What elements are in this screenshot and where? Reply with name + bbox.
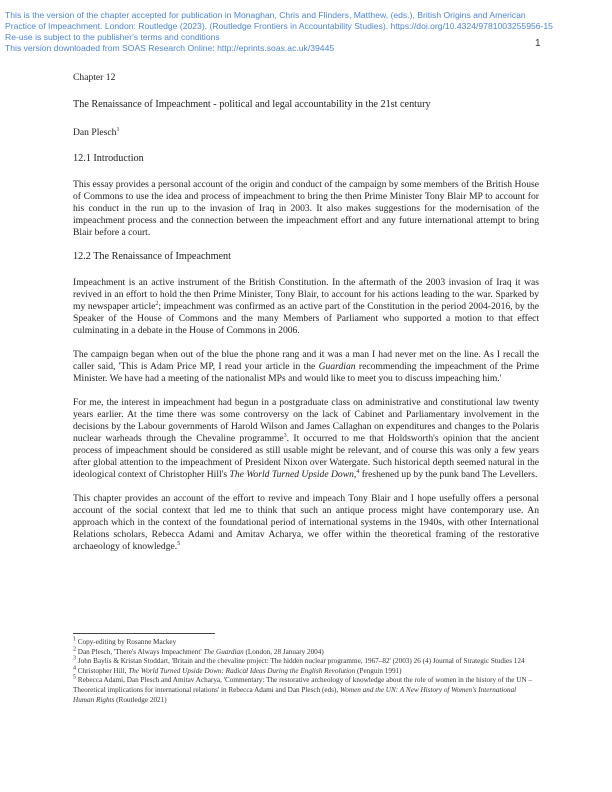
footnote-ref[interactable]: 1 (116, 126, 120, 133)
footnote-italic: Women and the UN: A New History of Women's International Human Rights (73, 685, 517, 704)
repository-notice-line: Practice of Impeachment. London: Routledge (2023). (Routledge Frontiers in Accountability Studies). https://doi.org/10.4324/9781003255956-15 (5, 21, 553, 31)
footnote (73, 657, 539, 667)
repository-notice-line: This is the version of the chapter accepted for publication in Monaghan, Chris and Flinders, Matthew, (eds.), British Origins and American (5, 10, 526, 20)
footnote-text: Rebecca Adami, Dan Plesch and Amitav Acharya, 'Commentary: The restorative archeology of knowledge about the role of women in the history of the UN – Theoretical implications for international relations' in Rebecca Adami and Dan Plesch (eds), (73, 676, 533, 694)
paragraph-text: Impeachment is an active instrument of the British Constitution. In the aftermath of the 2003 invasion of Iraq it was revived in an effort to hold the then Prime Minister, Tony Blair, to account for his actions leading to the war. Sparked by my newspaper article (73, 277, 539, 312)
paragraph-text: For me, the interest in impeachment had begun in a postgraduate class on administrative and constitutional law twenty years earlier. At the time there was some controversy on the lack of Cabinet and Parliamentary involvement in the decisions by the Labour governments of Harold Wilson and James Callaghan on expenditures and changes to the Polaris nuclear warheads through the Chevaline programme (73, 397, 539, 444)
footnote-italic: The World Turned Upside Down: Radical Ideas During the English Revolution (128, 666, 356, 675)
footnote-ref[interactable]: 4 (356, 468, 360, 475)
footnote-text: John Baylis & Kristan Stoddart, 'Britain and the chevaline project: The hidden nuclear programme, 1967–82' (2003) 26 (4) Journal of Strategic Studies 124 (76, 657, 525, 666)
body-paragraph (73, 397, 539, 481)
section-heading-renaissance: 12.2 The Renaissance of Impeachment (73, 251, 231, 262)
repository-notice (5, 10, 605, 54)
footnote-text: Copy-editing by Rosanne Mackey (76, 638, 177, 646)
footnote-number: 4 (73, 665, 76, 672)
chapter-label: Chapter 12 (73, 72, 116, 83)
footnote (73, 676, 539, 705)
paragraph-text: ; impeachment was confirmed as an active part of the Constitution in the period 2004-2016, by the Speaker of the House of Commons and the many Members of Parliament who supported a motion to that effect culminating in a debate in the House of Commons in 2006. (73, 301, 540, 336)
repository-notice-line: This version downloaded from SOAS Research Online: http://eprints.soas.ac.uk/39445 (5, 43, 335, 53)
document-body (73, 72, 539, 565)
paragraph-text: , (353, 469, 357, 480)
italic-title: The World Turned Upside Down (229, 469, 354, 480)
body-paragraph (73, 349, 539, 385)
paragraph-text: freshened up by the punk band The Levellers. (359, 469, 538, 480)
footnote-divider (73, 633, 215, 634)
footnotes (73, 638, 539, 705)
footnote-italic: The Guardian (203, 647, 244, 656)
footnote-ref[interactable]: 2 (155, 300, 159, 307)
italic-title: Guardian (318, 361, 356, 372)
footnote (73, 667, 539, 677)
paragraph-text: . It occurred to me that Holdsworth's opinion that the ancient process of impeachment should be considered as still usable might be relevant, and of course this was only a few years after global attention to the impeachment of President Nixon over Watergate. Such historical depth seemed natural in the ideological context of Christopher Hill's (73, 433, 539, 480)
footnote-text: (London, 28 January 2004) (243, 647, 324, 656)
paragraph-text: recommending the impeachment of the Prime Minister. We have had a meeting of the nationalist MPs and would like to meet you to discuss impeaching him.' (73, 361, 539, 384)
repository-notice-line: Re-use is subject to the publisher's terms and conditions (5, 32, 220, 42)
intro-paragraph: This essay provides a personal account of the origin and conduct of the campaign by some members of the British House of Commons to use the idea and process of impeachment to bring the then Prime Minister Tony Blair MP to account for his conduct in the run up to the invasion of Iraq in 2003. It also makes suggestions for the modernisation of the impeachment process and the connection between the impeachment effort and any future international attempt to bring Blair before a court. (73, 179, 539, 238)
paragraph-text: This chapter provides an account of the effort to revive and impeach Tony Blair and I hope usefully offers a personal account of the social context that led me to think that such an antique process might have contemporary use. An approach which in the context of the foundational period of international systems in the 1940s, with other International Relations scholars, Rebecca Adami and Amitav Acharya, we offer within the theoretical framing of the restorative archaeology of knowledge. (73, 493, 539, 552)
footnote-number: 3 (73, 655, 76, 662)
paragraph-text: The campaign began when out of the blue the phone rang and it was a man I had never met on the line. As I recall the caller said, 'This is Adam Price MP, I read your article in the (73, 349, 539, 372)
footnote-text: (Routledge 2021) (114, 695, 167, 704)
footnote-text: Dan Plesch, 'There's Always Impeachment' (76, 647, 204, 656)
footnote-ref[interactable]: 5 (177, 540, 181, 547)
footnote (73, 648, 539, 658)
footnote-number: 2 (73, 646, 76, 653)
footnote-number: 5 (73, 674, 76, 681)
chapter-title: The Renaissance of Impeachment - political and legal accountability in the 21st century (73, 99, 431, 110)
footnote-ref[interactable]: 3 (283, 432, 287, 439)
body-paragraph (73, 493, 539, 553)
author-line (73, 127, 539, 139)
footnote-number: 1 (73, 636, 76, 643)
footnote-text: (Penguin 1991) (355, 666, 402, 675)
page-number: 1 (535, 38, 541, 49)
section-heading-introduction: 12.1 Introduction (73, 153, 144, 164)
footnote-text: Christopher Hill, (76, 666, 129, 675)
author-name: Dan Plesch (73, 127, 117, 138)
body-paragraph (73, 277, 539, 337)
footnote (73, 638, 539, 648)
